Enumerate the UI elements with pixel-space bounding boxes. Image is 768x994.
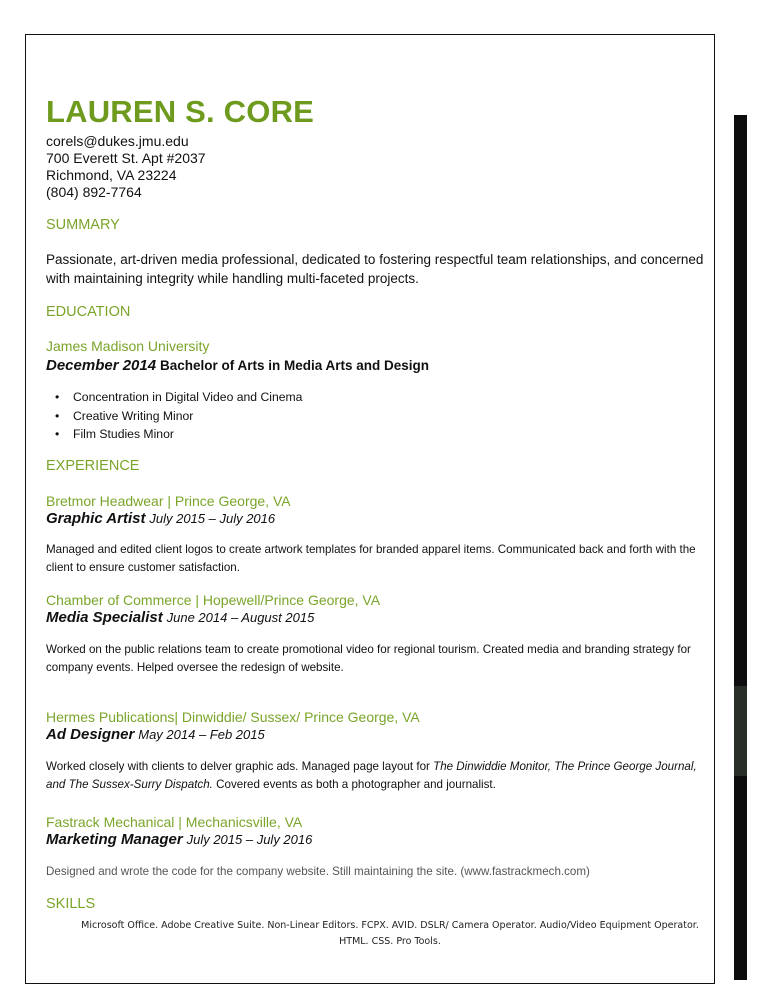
job-org: Chamber of Commerce | Hopewell/Prince George, VA <box>46 592 381 608</box>
side-bar-decoration <box>734 115 747 980</box>
job-org: Bretmor Headwear | Prince George, VA <box>46 493 291 509</box>
job-role-line <box>46 831 312 848</box>
skills-heading: SKILLS <box>46 896 96 912</box>
job-description: Designed and wrote the code for the company website. Still maintaining the site. (www.fastrackmech.com) <box>46 865 590 878</box>
job-org: Fastrack Mechanical | Mechanicsville, VA <box>46 814 303 830</box>
job-role-line <box>46 609 314 626</box>
summary-heading: SUMMARY <box>46 217 120 233</box>
job-dates: July 2015 – July 2016 <box>149 511 276 526</box>
contact-phone: (804) 892-7764 <box>46 184 142 200</box>
job-role-line <box>46 726 265 743</box>
education-degree-line <box>46 357 429 374</box>
job-title: Ad Designer <box>46 726 135 743</box>
education-heading: EDUCATION <box>46 304 131 320</box>
resume-name: LAUREN S. CORE <box>46 94 315 129</box>
education-bullet: • Creative Writing Minor <box>55 409 194 423</box>
summary-text: Passionate, art-driven media professional, dedicated to fostering respectful team relationships, and concerned with maintaining integrity while handling multi-faceted projects. <box>46 252 704 286</box>
job-description: Managed and edited client logos to create artwork templates for branded apparel items. Communicated back and forth with the client to ensure customer satisfaction. <box>46 543 696 574</box>
education-bullet: • Concentration in Digital Video and Cinema <box>55 390 303 404</box>
education-bullet: • Film Studies Minor <box>55 427 174 441</box>
education-date: December 2014 <box>46 357 157 374</box>
job-dates: June 2014 – August 2015 <box>166 610 315 625</box>
education-degree: Bachelor of Arts in Media Arts and Design <box>159 358 430 373</box>
skills-line: HTML. CSS. Pro Tools. <box>339 936 441 947</box>
job-title: Marketing Manager <box>46 831 183 848</box>
job-title: Media Specialist <box>46 609 163 626</box>
skills-line: Microsoft Office. Adobe Creative Suite. Non-Linear Editors. FCPX. AVID. DSLR/ Camera Operator. Audio/Video Equipment Operator. <box>81 920 699 931</box>
contact-address-line2: Richmond, VA 23224 <box>46 167 177 183</box>
job-dates: July 2015 – July 2016 <box>186 832 313 847</box>
experience-heading: EXPERIENCE <box>46 458 140 474</box>
contact-address-line1: 700 Everett St. Apt #2037 <box>46 150 206 166</box>
job-dates: May 2014 – Feb 2015 <box>138 727 265 742</box>
job-role-line <box>46 510 275 527</box>
job-org: Hermes Publications| Dinwiddie/ Sussex/ Prince George, VA <box>46 709 420 725</box>
job-title: Graphic Artist <box>46 510 146 527</box>
job-description: Worked closely with clients to delver graphic ads. Managed page layout for The Dinwiddie Monitor, The Prince George Journal, and The Sussex-Surry Dispatch. Covered events as both a photographer and journalist. <box>46 760 697 791</box>
job-description: Worked on the public relations team to create promotional video for regional tourism. Created media and branding strategy for company events. Helped oversee the redesign of website. <box>46 643 691 674</box>
education-school: James Madison University <box>46 338 210 354</box>
contact-email: corels@dukes.jmu.edu <box>46 133 189 149</box>
side-bar-accent <box>734 686 747 776</box>
